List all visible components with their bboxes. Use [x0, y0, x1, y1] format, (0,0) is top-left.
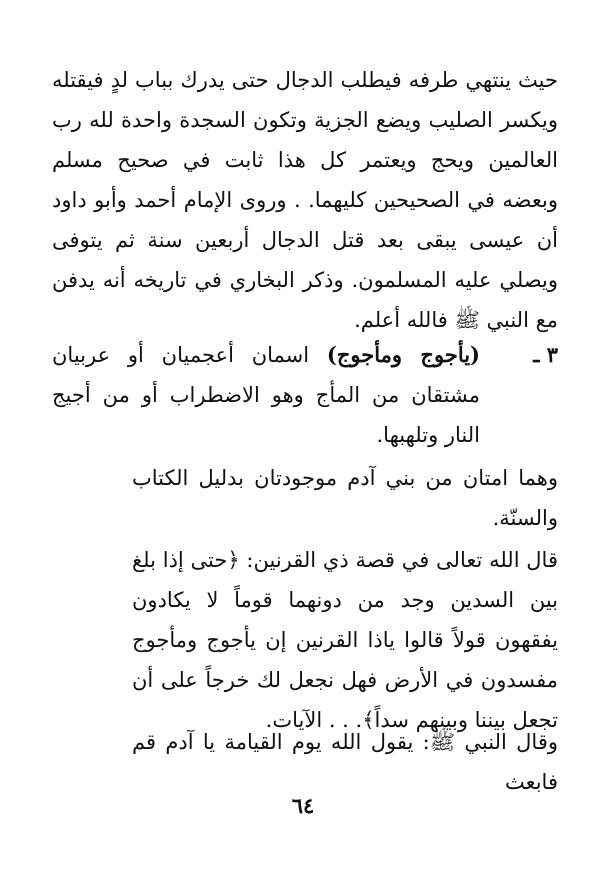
- page-number: ٦٤: [291, 793, 315, 818]
- paragraph-hadith: وقال النبي ﷺ: يقول الله يوم القيامة يا آدم قم فابعث: [132, 730, 558, 794]
- item-number: ٣ ـ: [533, 342, 558, 367]
- paragraph-two-nations: وهما امتان من بني آدم موجودتان بدليل الكتاب والسنّة.: [132, 466, 558, 530]
- item-definition: [52, 335, 480, 455]
- item-term: (يأجوج ومأجوج): [326, 342, 480, 367]
- paragraph-quran-verse: قال الله تعالى في قصة ذي القرنين: ﴿حتى إذا بلغ بين السدين وجد من دونهما قوماً لا يكادون يفقهون قولاً قالوا ياذا القرنين إن يأجوج ومأجوج مفسدون في الأرض فهل نجعل لك خرجاً على أن تجعل بيننا وبينهم سداً﴾. . . الآيات.: [132, 548, 558, 732]
- item-description: اسمان أعجميان أو عربيان مشتقان من المأج وهو الاضطراب أو من أجيج النار وتلهبها.: [52, 343, 480, 447]
- paragraph-isa-dajjal: حيث ينتهي طرفه فيطلب الدجال حتى يدرك بباب لدٍ فيقتله ويكسر الصليب ويضع الجزية وتكون السجدة واحدة لله رب العالمين ويحج ويعتمر كل هذا ثابت في صحيح مسلم وبعضه في الصحيحين كليهما. . وروى الإمام أحمد وأبو داود أن عيسى يبقى بعد قتل الدجال أربعين سنة ثم يتوفى ويصلي عليه المسلمون. وذكر البخاري في تاريخه أنه يدفن مع النبي ﷺ فالله أعلم.: [52, 68, 558, 332]
